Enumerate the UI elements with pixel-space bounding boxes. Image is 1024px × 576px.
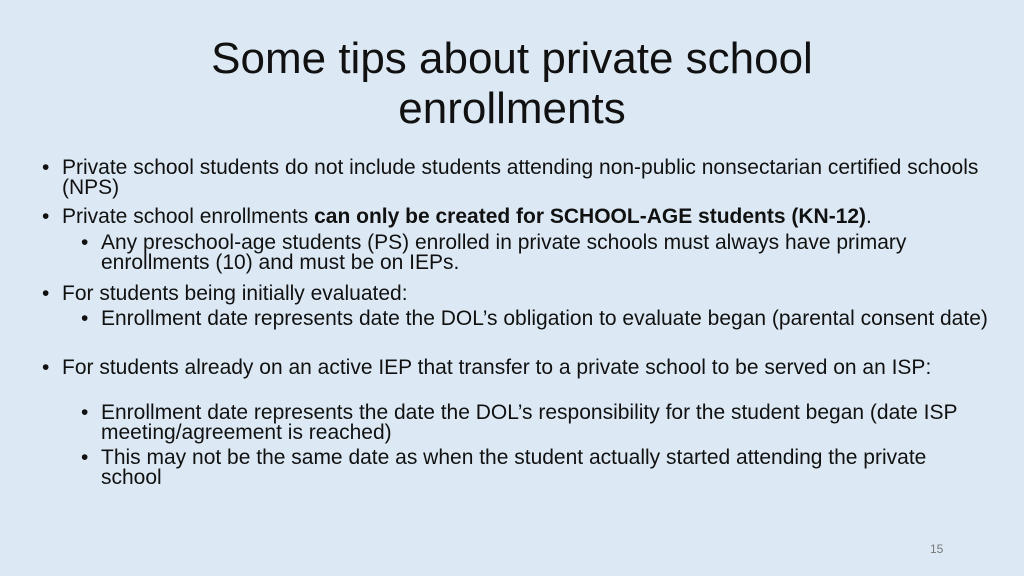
bullet-marker: •	[81, 231, 89, 254]
bullet-marker: •	[81, 446, 89, 469]
bullet-text: For students being initially evaluated:	[62, 282, 408, 305]
bullet-marker: •	[42, 156, 50, 179]
sub-bullet-item-preschool	[81, 231, 991, 274]
sub-bullet-item-not-same-date	[81, 446, 991, 489]
bullet-text: For students already on an active IEP that transfer to a private school to be served on an ISP:	[62, 356, 932, 379]
sub-bullet-item-enrollment-date-eval	[81, 307, 991, 330]
bullet-text-end: .	[866, 205, 872, 228]
bullet-item-initial-eval	[42, 282, 992, 305]
bullet-text-bold: can only be created for SCHOOL-AGE students (KN-12)	[314, 205, 867, 228]
bullet-item-school-age	[42, 205, 992, 228]
bullet-text: Any preschool-age students (PS) enrolled in private schools must always have primary enrollments (10) and must be on IEPs.	[101, 231, 907, 274]
bullet-item-nps	[42, 156, 992, 199]
bullet-text: This may not be the same date as when the student actually started attending the private school	[101, 446, 927, 489]
title-line-1: Some tips about private school	[211, 34, 813, 83]
bullet-marker: •	[81, 401, 89, 424]
title-line-2: enrollments	[398, 84, 626, 133]
sub-bullet-item-enrollment-date-isp	[81, 401, 991, 444]
bullet-text: Private school students do not include students attending non-public nonsectarian certified schools (NPS)	[62, 156, 979, 199]
bullet-text: Enrollment date represents the date the DOL’s responsibility for the student began (date ISP meeting/agreement is reached)	[101, 401, 958, 444]
bullet-marker: •	[81, 307, 89, 330]
bullet-marker: •	[42, 205, 50, 228]
bullet-item-active-iep	[42, 356, 992, 379]
bullet-text: Enrollment date represents date the DOL’s obligation to evaluate began (parental consent date)	[101, 307, 988, 330]
bullet-marker: •	[42, 356, 50, 379]
slide-number: 15	[930, 542, 944, 556]
bullet-text: Private school enrollments	[62, 205, 315, 228]
bullet-marker: •	[42, 282, 50, 305]
